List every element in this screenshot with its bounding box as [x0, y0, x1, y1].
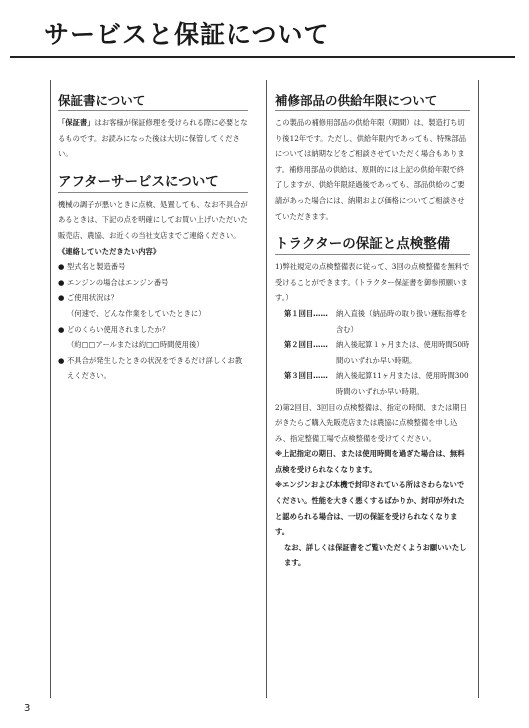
page-title: サービスと保証について [44, 20, 330, 49]
check-list [275, 306, 470, 400]
warranty-text [58, 115, 248, 162]
bullet-icon: ● [58, 277, 65, 287]
warranty-section [58, 92, 248, 162]
parts-section [275, 92, 470, 224]
after-service-heading: アフターサービスについて [58, 174, 248, 193]
right-column [275, 92, 470, 583]
check-text: 納入直後（納品時の取り扱い運転指導を含む） [336, 308, 468, 334]
check-label: 第２回目…… [284, 340, 328, 350]
check-row [284, 306, 470, 337]
contact-label: 《連絡していただきたい内容》 [58, 246, 161, 256]
list-item: ● エンジンの場合はエンジン番号 [58, 275, 248, 291]
bullet-icon: ● [58, 293, 65, 303]
after-service-text: 機械の調子が悪いときに点検、処置しても、なお不具合があるときは、下記の点を明確にしてお買い上げいただいた販売店、農協、お近くの当社支店までご連絡ください。 [58, 199, 248, 240]
list-item: ● ご使用状況は？ （何速で、どんな作業をしていたときに） [58, 290, 248, 321]
warranty-lead-bold: 「保証書」 [58, 118, 95, 127]
tractor-note-1: ※上記指定の期日、または使用時間を過ぎた場合は、無料点検を受けられなくなります。 [275, 449, 465, 474]
check-text: 納入後起算１ヶ月または、使用時間50時間のいずれか早い時期。 [336, 340, 470, 365]
parts-text: この製品の補修用部品の供給年限（期間）は、製造打ち切り後12年です。ただし、供給年限内であっても、特殊部品については納期などをご相談させていただく場合もあります。補修用部品の供給は、原則的には上記の供給年限で終了しますが、供給年限経過後であっても、部品供給のご要請があった場合には、納期および価格についてご相談させていただきます。 [275, 118, 467, 221]
check-label: 第１回目…… [284, 308, 328, 318]
list-item: ● 不具合が発生したときの状況をできるだけ詳しくお教えください。 [58, 353, 248, 384]
title-divider [10, 56, 515, 58]
left-column [58, 92, 248, 396]
list-item-sub: （何速で、どんな作業をしていたときに） [67, 308, 206, 318]
bullet-icon: ● [58, 262, 65, 272]
list-item: ● どのくらい使用されましたか？ （約□□アールまたは約□□時間使用後） [58, 322, 248, 353]
after-service-section [58, 174, 248, 384]
list-item-sub: （約□□アールまたは約□□時間使用後） [67, 340, 204, 350]
column-rule-left [50, 80, 51, 698]
check-label: 第３回目…… [284, 371, 328, 381]
parts-heading: 補修部品の供給年限について [275, 92, 470, 111]
check-row [284, 337, 470, 368]
column-rule-right [478, 80, 479, 698]
bullet-icon: ● [58, 355, 65, 365]
tractor-note-3: なお、詳しくは保証書をご覧いただくようお願いいたします。 [284, 542, 467, 568]
tractor-p2: 2)第2回目、3回目の点検整備は、指定の時間、または期日がきたらご購入先販売店または農協に点検整備を申し込み、指定整備工場で点検整備を受けてください。 [275, 402, 467, 443]
bullet-icon: ● [58, 324, 65, 334]
list-item: ● 型式名と製造番号 [58, 259, 248, 275]
check-text: 納入後起算11ヶ月または、使用時間300時間のいずれか早い時期。 [336, 371, 469, 396]
tractor-section [275, 236, 470, 571]
warranty-lead-text: はお客様が保証修理を受けられる際に必要となるものです。お読みになった後は大切に保管してください。 [58, 118, 248, 159]
warranty-heading: 保証書について [58, 92, 248, 111]
check-row [284, 368, 470, 399]
page-number: 3 [24, 703, 31, 714]
tractor-p1: 1)弊社規定の点検整備表に従って、3回の点検整備を無料で受けることができます。（トラクター保証書を御参照願います。） [275, 262, 470, 303]
tractor-heading: トラクターの保証と点検整備 [275, 236, 470, 255]
tractor-note-2: ※エンジンおよび本機で封印されている所はさわらないでください。性能を大きく悪くするばかりか、封印が外れたと認められる場合は、一切の保証を受けられなくなります。 [275, 480, 465, 537]
contact-list [58, 259, 248, 384]
column-rule-middle [266, 80, 267, 698]
